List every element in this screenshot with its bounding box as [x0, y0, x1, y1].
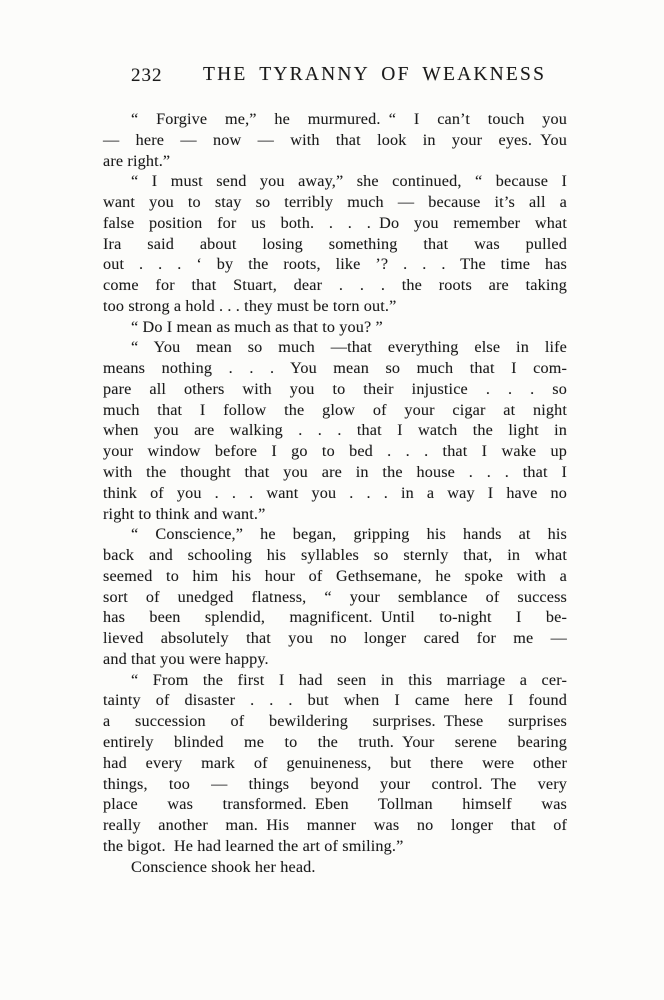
text-line: entirely blinded me to the truth. Your serene bearing: [103, 732, 567, 751]
text-line: “ I must send you away,” she continued, “ because I: [131, 172, 567, 191]
text-line: false position for us both. . . . Do you remember what: [103, 213, 567, 232]
text-line: come for that Stuart, dear . . . the roots are taking: [103, 276, 567, 295]
text-line: “ Conscience,” he began, gripping his hands at his: [131, 525, 567, 544]
text-line: right to think and want.”: [103, 504, 266, 523]
text-line: are right.”: [103, 151, 171, 170]
text-line: too strong a hold . . . they must be torn out.”: [103, 296, 397, 315]
text-block: [103, 109, 567, 877]
text-line: seemed to him his hour of Gethsemane, he spoke with a: [103, 566, 567, 585]
text-line: a succession of bewildering surprises. These surprises: [103, 712, 567, 731]
text-line: Conscience shook her head.: [131, 857, 316, 876]
page-number: 232: [131, 65, 163, 86]
paragraph: [103, 337, 567, 524]
text-line: want you to stay so terribly much — because it’s all a: [103, 193, 567, 212]
text-line: think of you . . . want you . . . in a way I have no: [103, 483, 567, 502]
text-line: means nothing . . . You mean so much that I com-: [103, 359, 567, 378]
text-line: the bigot. He had learned the art of smiling.”: [103, 836, 404, 855]
text-line: “ You mean so much —that everything else in life: [131, 338, 567, 357]
page-header: [0, 63, 664, 89]
paragraph: [103, 109, 567, 171]
paragraph: [103, 524, 567, 669]
text-line: pare all others with you to their injustice . . . so: [103, 379, 567, 398]
text-line: place was transformed. Eben Tollman himself was: [103, 795, 567, 814]
paragraph: [103, 670, 567, 857]
paragraph: [103, 857, 567, 878]
text-line: had every mark of genuineness, but there were other: [103, 753, 567, 772]
text-line: “ Forgive me,” he murmured. “ I can’t touch you: [131, 110, 567, 128]
text-line: lieved absolutely that you no longer cared for me —: [103, 629, 567, 648]
running-title: THE TYRANNY OF WEAKNESS: [203, 64, 547, 85]
text-line: your window before I go to bed . . . that I wake up: [103, 442, 567, 461]
text-line: much that I follow the glow of your cigar at night: [103, 400, 567, 419]
text-line: — here — now — with that look in your eyes. You: [103, 130, 567, 149]
text-line: back and schooling his syllables so sternly that, in what: [103, 546, 567, 565]
paragraph: [103, 171, 567, 316]
text-line: when you are walking . . . that I watch the light in: [103, 421, 567, 440]
text-line: with the thought that you are in the house . . . that I: [103, 463, 567, 482]
text-line: has been splendid, magnificent. Until to-night I be-: [103, 608, 567, 627]
text-line: really another man. His manner was no longer that of: [103, 816, 567, 835]
text-line: “ From the first I had seen in this marriage a cer-: [131, 670, 567, 689]
paragraph: [103, 317, 567, 338]
text-line: tainty of disaster . . . but when I came here I found: [103, 691, 567, 710]
text-line: and that you were happy.: [103, 649, 269, 668]
text-line: sort of unedged flatness, “ your semblance of success: [103, 587, 567, 606]
text-line: things, too — things beyond your control. The very: [103, 774, 567, 793]
text-line: Ira said about losing something that was pulled: [103, 234, 567, 253]
text-line: “ Do I mean as much as that to you? ”: [131, 317, 383, 336]
text-line: out . . . ‘ by the roots, like ’? . . . The time has: [103, 255, 567, 274]
